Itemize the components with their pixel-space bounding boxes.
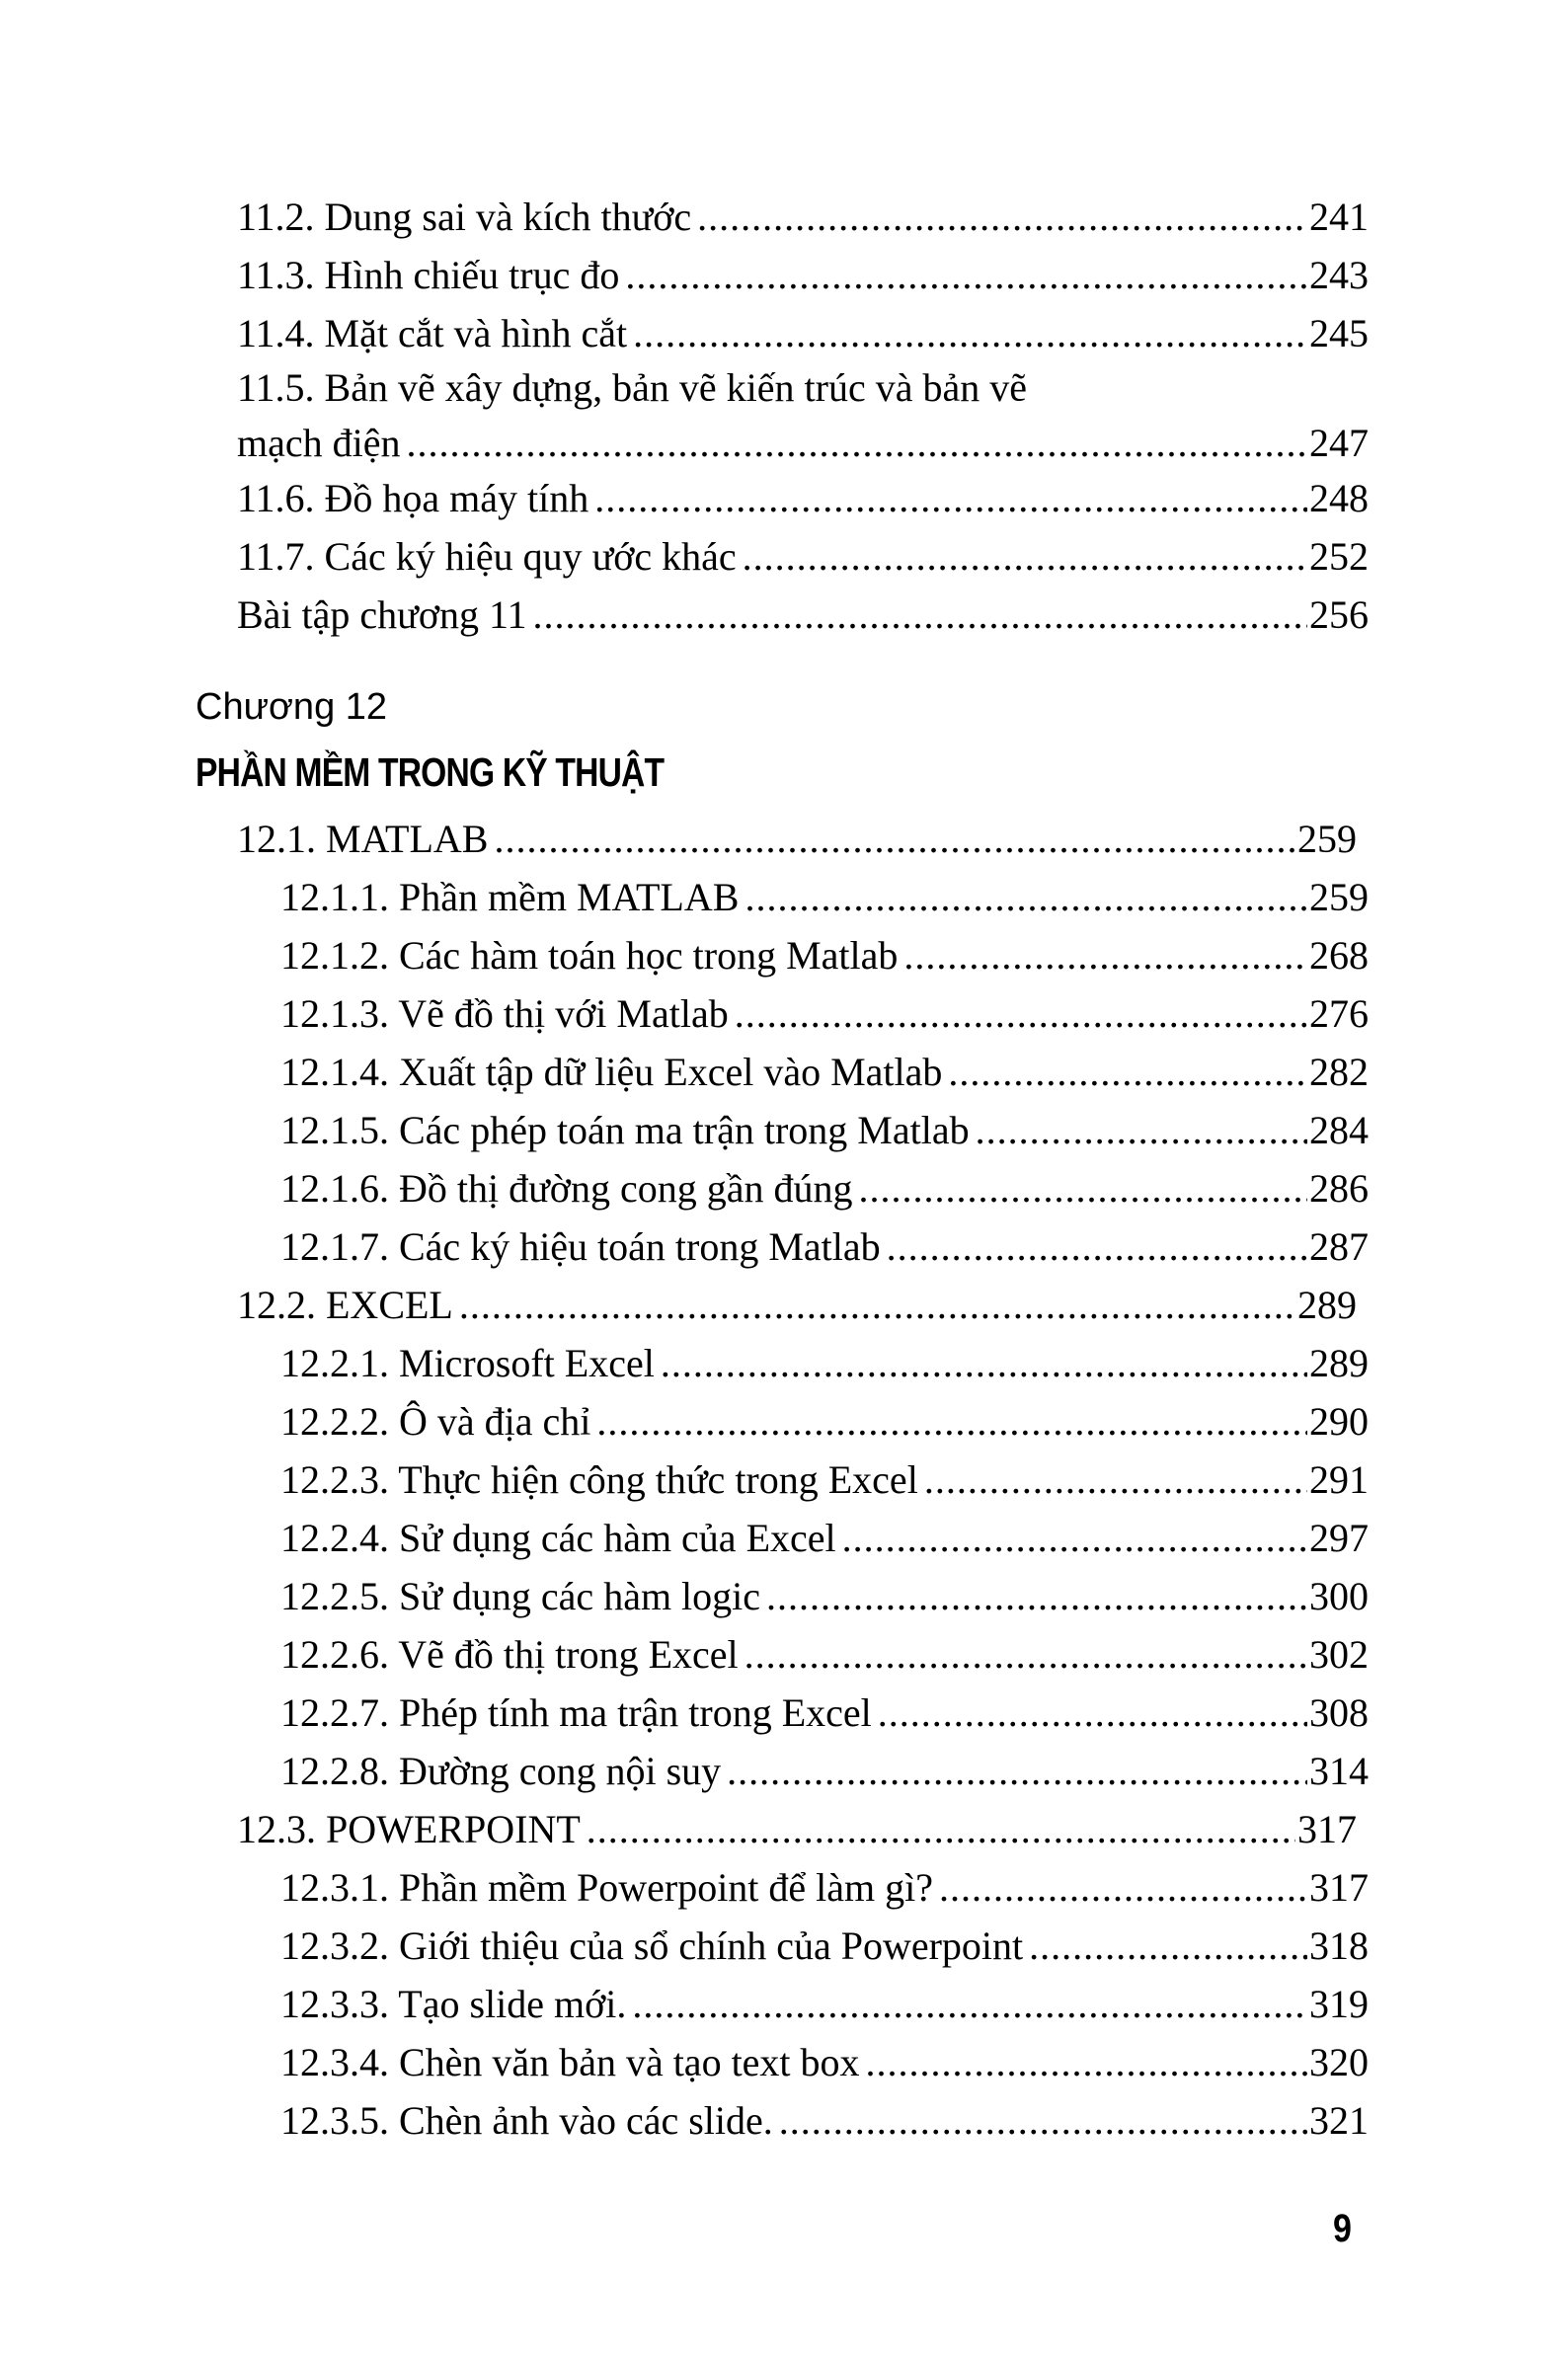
page-number: 9 [1333, 2207, 1352, 2250]
dot-leader [948, 1043, 1307, 1101]
toc-entry [237, 188, 1369, 246]
toc-entry-title: 12.3.5. Chèn ảnh vào các slide. [280, 2098, 773, 2143]
toc-entry-title-line2: mạch điện [237, 421, 401, 465]
toc-entry-page: 289 [1297, 1283, 1357, 1327]
toc-entry-page: 287 [1309, 1224, 1369, 1269]
toc-entry-title: 12.3.1. Phần mềm Powerpoint để làm gì? [280, 1865, 934, 1910]
toc-chapter-11-continued [0, 188, 1568, 644]
toc-entry-title: 12.1. MATLAB [237, 817, 489, 861]
toc-subsection [280, 1043, 1369, 1101]
toc-entry-page: 284 [1309, 1108, 1369, 1152]
dot-leader [842, 1509, 1307, 1567]
dot-leader [887, 1217, 1307, 1276]
toc-subsection [280, 1217, 1369, 1276]
toc-section [237, 810, 1357, 868]
dot-leader [625, 246, 1307, 304]
toc-entry-title: 12.2. EXCEL [237, 1283, 453, 1327]
toc-entry-title: 11.7. Các ký hiệu quy ước khác [237, 534, 737, 579]
dot-leader [459, 1276, 1295, 1334]
toc-entry-title: 12.2.6. Vẽ đồ thị trong Excel [280, 1632, 739, 1677]
toc-entry-title: 12.3.4. Chèn văn bản và tạo text box [280, 2040, 860, 2084]
toc-entry-title: Bài tập chương 11 [237, 592, 527, 637]
dot-leader [924, 1451, 1307, 1509]
dot-leader [661, 1334, 1307, 1392]
toc-entry-title: 11.4. Mặt cắt và hình cắt [237, 311, 628, 355]
toc-subsection [280, 1159, 1369, 1217]
toc-subsection [280, 1101, 1369, 1159]
dot-leader [1029, 1917, 1307, 1975]
toc-entry-title: 12.1.2. Các hàm toán học trong Matlab [280, 933, 899, 978]
toc-entry-page: 256 [1309, 592, 1369, 637]
dot-leader [866, 2033, 1307, 2091]
toc-entry-page: 317 [1309, 1865, 1369, 1910]
dot-leader [976, 1101, 1307, 1159]
toc-subsection [280, 984, 1369, 1043]
toc-entry-title: 12.2.2. Ô và địa chỉ [280, 1399, 591, 1444]
toc-entry-title-line1: 11.5. Bản vẽ xây dựng, bản vẽ kiến trúc và bản vẽ [237, 365, 1027, 410]
toc-entry-title: 12.2.8. Đường cong nội suy [280, 1749, 722, 1793]
toc-entry [237, 246, 1369, 304]
toc-entry-page: 319 [1309, 1982, 1369, 2026]
toc-subsection [280, 2091, 1369, 2150]
toc-entry [237, 527, 1369, 586]
dot-leader [587, 1800, 1295, 1858]
toc-entry-title: 12.2.7. Phép tính ma trận trong Excel [280, 1690, 872, 1735]
toc-entry-page: 247 [1309, 421, 1369, 465]
toc-entry-page: 297 [1309, 1516, 1369, 1560]
toc-subsection [280, 1684, 1369, 1742]
toc-entry [237, 586, 1369, 644]
toc-entry-page: 286 [1309, 1166, 1369, 1211]
toc-entry-title: 12.2.5. Sử dụng các hàm logic [280, 1574, 761, 1618]
toc-entry [237, 304, 1369, 362]
toc-subsection [280, 1509, 1369, 1567]
toc-entry-page: 259 [1297, 817, 1357, 861]
chapter-label: Chương 12 [196, 686, 388, 728]
toc-subsection [280, 1334, 1369, 1392]
toc-section [237, 1800, 1357, 1858]
toc-entry-page: 245 [1309, 311, 1369, 355]
toc-entry-page: 243 [1309, 253, 1369, 297]
toc-chapter-12 [0, 810, 1568, 2150]
dot-leader [494, 810, 1295, 868]
toc-entry-title: 12.1.4. Xuất tập dữ liệu Excel vào Matlab [280, 1050, 943, 1094]
toc-entry-page: 252 [1309, 534, 1369, 579]
toc-subsection [280, 1567, 1369, 1625]
toc-entry-title: 11.3. Hình chiếu trục đo [237, 253, 620, 297]
toc-entry-page: 318 [1309, 1923, 1369, 1968]
dot-leader [596, 1392, 1307, 1451]
dot-leader [745, 1625, 1307, 1684]
dot-leader [735, 984, 1307, 1043]
toc-entry-title: 12.2.3. Thực hiện công thức trong Excel [280, 1457, 918, 1502]
toc-entry-page: 321 [1309, 2098, 1369, 2143]
toc-entry-title: 11.6. Đồ họa máy tính [237, 476, 589, 520]
toc-entry-title: 12.1.6. Đồ thị đường cong gần đúng [280, 1166, 853, 1211]
toc-entry-title: 12.3.3. Tạo slide mới. [280, 1982, 627, 2026]
toc-subsection [280, 868, 1369, 926]
toc-entry-title: 12.1.7. Các ký hiệu toán trong Matlab [280, 1224, 881, 1269]
toc-entry-title: 12.1.5. Các phép toán ma trận trong Matlab [280, 1108, 970, 1152]
toc-entry-title: 12.1.3. Vẽ đồ thị với Matlab [280, 991, 729, 1036]
dot-leader [633, 304, 1307, 362]
toc-entry-title: 12.3.2. Giới thiệu của sổ chính của Powerpoint [280, 1923, 1024, 1968]
toc-entry-title: 12.2.4. Sử dụng các hàm của Excel [280, 1516, 836, 1560]
dot-leader [594, 469, 1307, 527]
toc-subsection [280, 1975, 1369, 2033]
toc-subsection [280, 1917, 1369, 1975]
dot-leader [939, 1858, 1307, 1917]
toc-entry-page: 248 [1309, 476, 1369, 520]
dot-leader [743, 527, 1307, 586]
dot-leader [407, 414, 1308, 472]
chapter-title: PHẦN MỀM TRONG KỸ THUẬT [196, 749, 665, 795]
dot-leader [903, 926, 1307, 984]
toc-entry [237, 414, 1369, 469]
dot-leader [878, 1684, 1307, 1742]
toc-entry [237, 469, 1369, 527]
toc-subsection [280, 1858, 1369, 1917]
toc-entry-title: 11.2. Dung sai và kích thước [237, 195, 692, 239]
toc-subsection [280, 1742, 1369, 1800]
dot-leader [779, 2091, 1307, 2150]
toc-subsection [280, 1451, 1369, 1509]
toc-entry-page: 289 [1309, 1341, 1369, 1385]
toc-entry-page: 268 [1309, 933, 1369, 978]
dot-leader [632, 1975, 1307, 2033]
toc-entry-page: 320 [1309, 2040, 1369, 2084]
toc-entry-page: 308 [1309, 1690, 1369, 1735]
toc-entry-page: 314 [1309, 1749, 1369, 1793]
toc-entry-page: 317 [1297, 1807, 1357, 1851]
toc-entry-title: 12.3. POWERPOINT [237, 1807, 581, 1851]
toc-subsection [280, 2033, 1369, 2091]
toc-entry-title: 12.1.1. Phần mềm MATLAB [280, 875, 740, 919]
dot-leader [766, 1567, 1307, 1625]
toc-entry-title: 12.2.1. Microsoft Excel [280, 1341, 655, 1385]
dot-leader [533, 586, 1307, 644]
toc-entry-page: 302 [1309, 1632, 1369, 1677]
toc-section [237, 1276, 1357, 1334]
toc-subsection [280, 1392, 1369, 1451]
toc-entry-page: 259 [1309, 875, 1369, 919]
toc-entry-page: 282 [1309, 1050, 1369, 1094]
toc-entry-page: 276 [1309, 991, 1369, 1036]
toc-entry-page: 290 [1309, 1399, 1369, 1444]
toc-entry-page: 291 [1309, 1457, 1369, 1502]
dot-leader [858, 1159, 1307, 1217]
toc-entry-page: 300 [1309, 1574, 1369, 1618]
dot-leader [697, 188, 1307, 246]
toc-subsection [280, 1625, 1369, 1684]
dot-leader [727, 1742, 1307, 1800]
toc-subsection [280, 926, 1369, 984]
toc-entry-page: 241 [1309, 195, 1369, 239]
dot-leader [745, 868, 1307, 926]
